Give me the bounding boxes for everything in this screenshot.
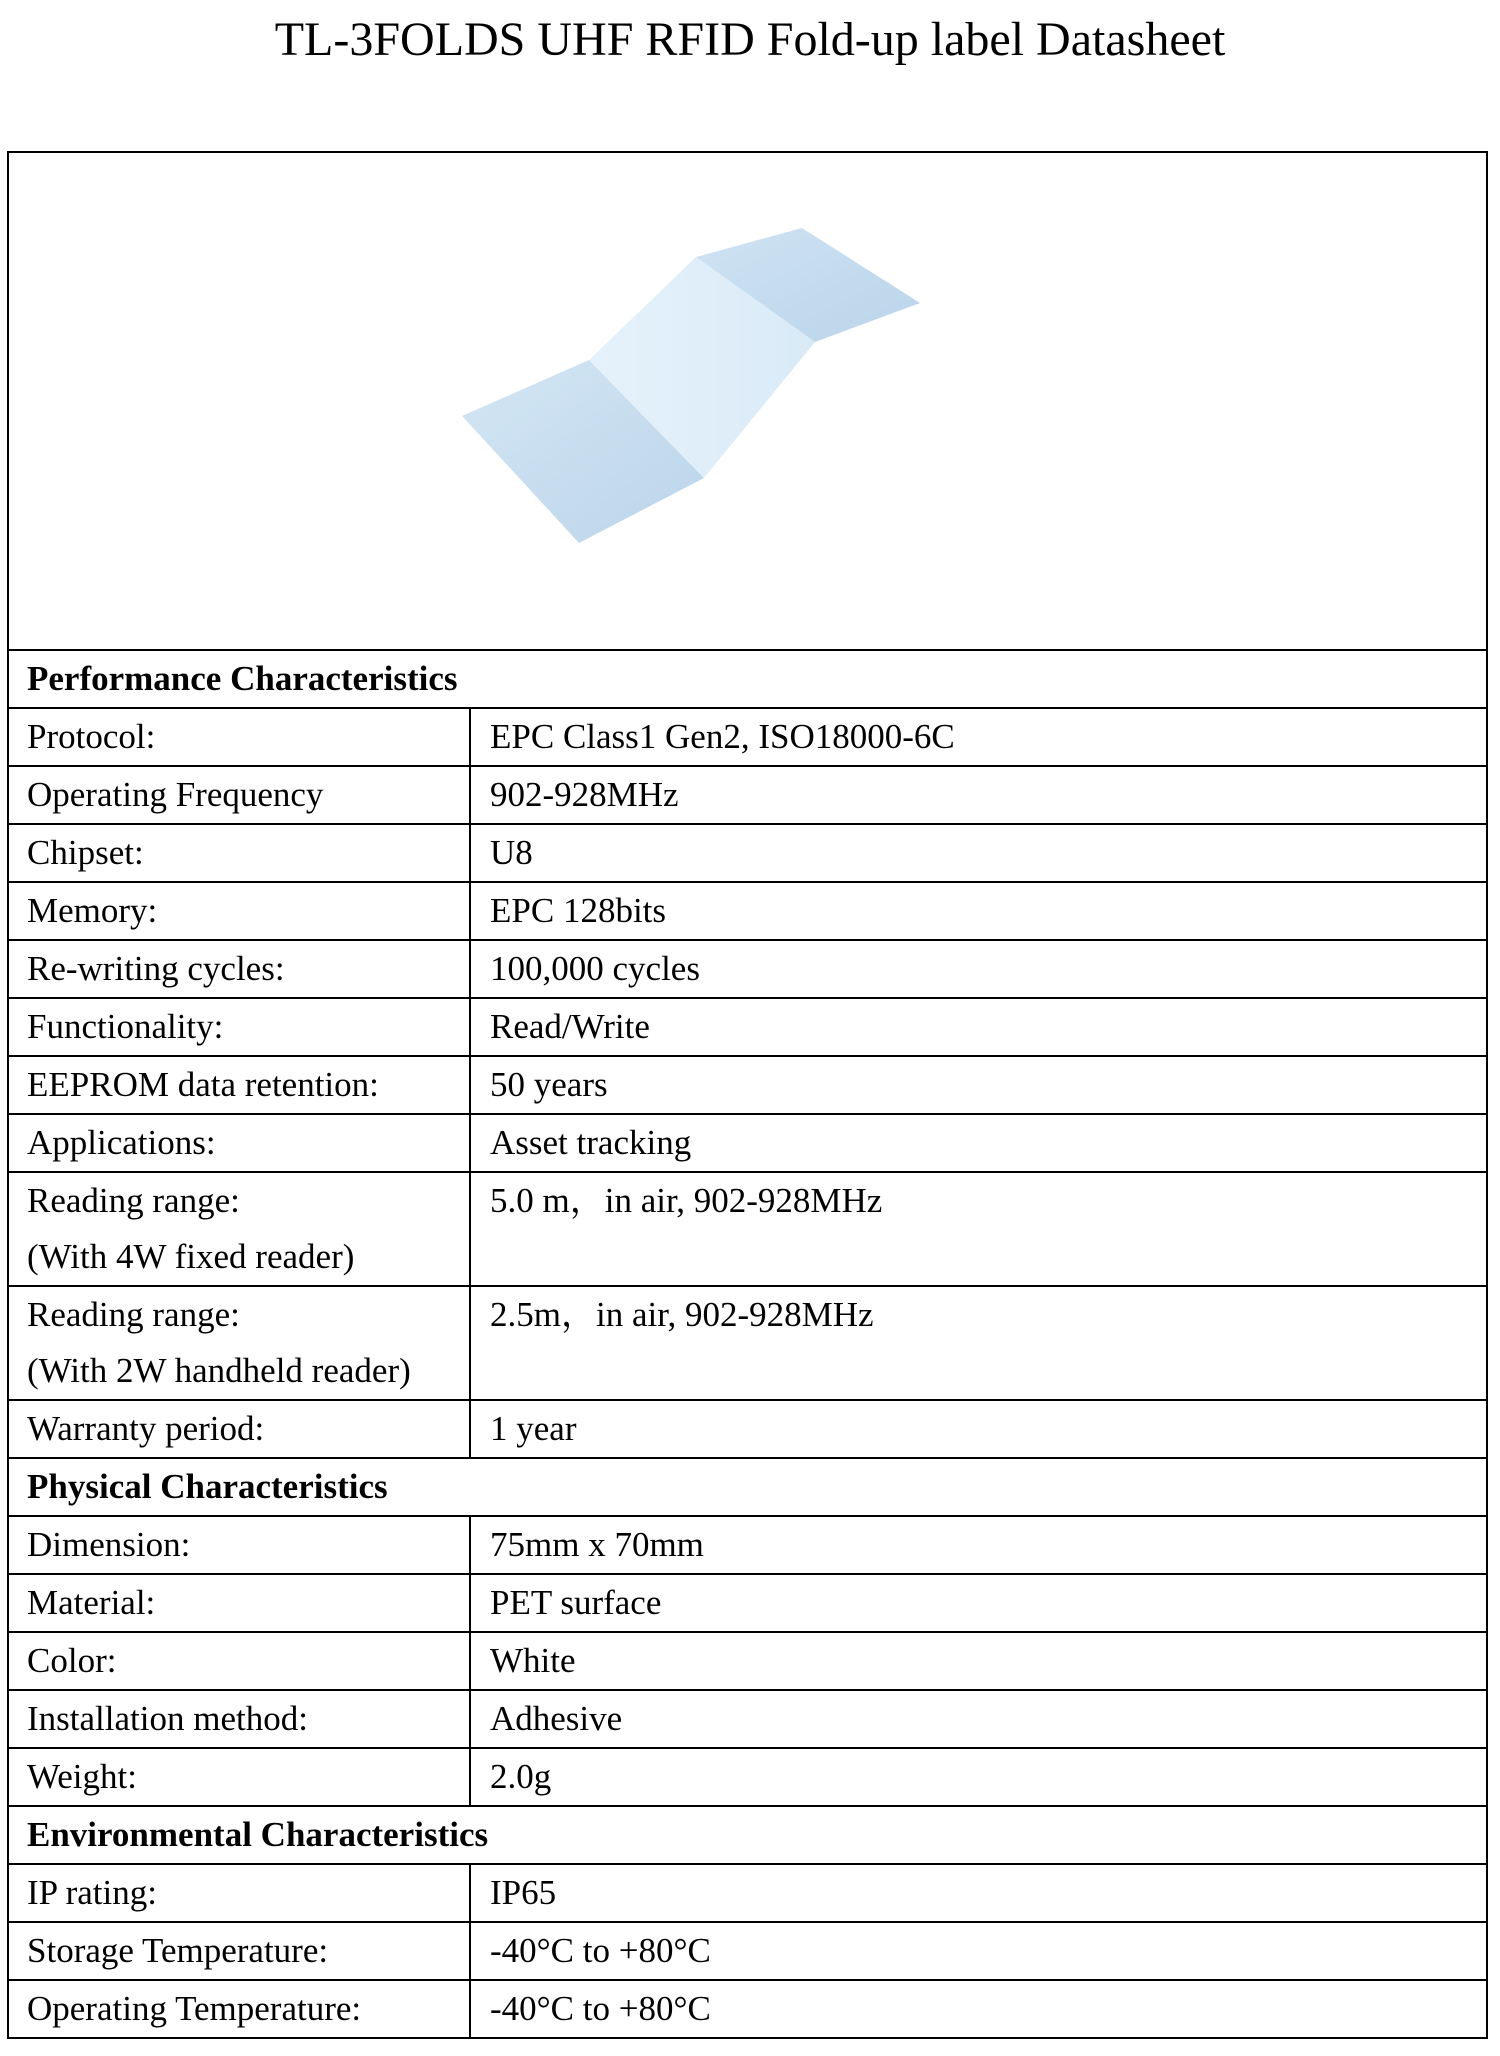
spec-row-warranty xyxy=(8,1400,1487,1458)
spec-value: U8 xyxy=(470,824,1487,882)
spec-value: Adhesive xyxy=(470,1690,1487,1748)
spec-row-material xyxy=(8,1574,1487,1632)
section-header-environmental: Environmental Characteristics xyxy=(8,1806,1487,1864)
spec-row-memory xyxy=(8,882,1487,940)
spec-label xyxy=(8,1172,470,1286)
spec-value: 75mm x 70mm xyxy=(470,1516,1487,1574)
spec-label: IP rating: xyxy=(8,1864,470,1922)
spec-value: 100,000 cycles xyxy=(470,940,1487,998)
spec-label: Material: xyxy=(8,1574,470,1632)
spec-label: Color: xyxy=(8,1632,470,1690)
spec-row-operating-frequency xyxy=(8,766,1487,824)
spec-value: White xyxy=(470,1632,1487,1690)
spec-value: -40°C to +80°C xyxy=(470,1980,1487,2038)
spec-label: Storage Temperature: xyxy=(8,1922,470,1980)
spec-row-applications xyxy=(8,1114,1487,1172)
spec-label: Memory: xyxy=(8,882,470,940)
spec-label: Weight: xyxy=(8,1748,470,1806)
spec-value: IP65 xyxy=(470,1864,1487,1922)
spec-label: Re-writing cycles: xyxy=(8,940,470,998)
spec-row-operating-temperature xyxy=(8,1980,1487,2038)
spec-row-rewriting-cycles xyxy=(8,940,1487,998)
spec-row-storage-temperature xyxy=(8,1922,1487,1980)
spec-label: Operating Frequency xyxy=(8,766,470,824)
spec-label-line2: (With 4W fixed reader) xyxy=(27,1237,355,1276)
spec-row-functionality xyxy=(8,998,1487,1056)
folded-rfid-label-icon xyxy=(417,173,1097,593)
datasheet-table xyxy=(7,151,1488,2039)
spec-row-protocol xyxy=(8,708,1487,766)
spec-label-line1: Reading range: xyxy=(27,1181,240,1220)
spec-row-ip-rating xyxy=(8,1864,1487,1922)
spec-row-chipset xyxy=(8,824,1487,882)
page-title: TL-3FOLDS UHF RFID Fold-up label Datasheet xyxy=(274,13,1226,66)
spec-value: EPC 128bits xyxy=(470,882,1487,940)
spec-label: EEPROM data retention: xyxy=(8,1056,470,1114)
spec-value: EPC Class1 Gen2, ISO18000-6C xyxy=(470,708,1487,766)
spec-value: 5.0 m，in air, 902-928MHz xyxy=(470,1172,1487,1286)
spec-row-weight xyxy=(8,1748,1487,1806)
spec-label: Warranty period: xyxy=(8,1400,470,1458)
product-image-row xyxy=(8,152,1487,650)
spec-value: 1 year xyxy=(470,1400,1487,1458)
spec-label: Functionality: xyxy=(8,998,470,1056)
spec-row-eeprom-retention xyxy=(8,1056,1487,1114)
product-photo xyxy=(9,153,1486,649)
spec-row-dimension xyxy=(8,1516,1487,1574)
spec-value: -40°C to +80°C xyxy=(470,1922,1487,1980)
spec-value: PET surface xyxy=(470,1574,1487,1632)
spec-label xyxy=(8,1286,470,1400)
spec-value: Read/Write xyxy=(470,998,1487,1056)
spec-label: Applications: xyxy=(8,1114,470,1172)
spec-row-installation-method xyxy=(8,1690,1487,1748)
spec-value: 902-928MHz xyxy=(470,766,1487,824)
spec-label: Dimension: xyxy=(8,1516,470,1574)
spec-row-reading-range-fixed xyxy=(8,1172,1487,1286)
spec-row-reading-range-handheld xyxy=(8,1286,1487,1400)
spec-label-line1: Reading range: xyxy=(27,1295,240,1334)
spec-value: 2.0g xyxy=(470,1748,1487,1806)
section-header-performance: Performance Characteristics xyxy=(8,650,1487,708)
spec-label: Protocol: xyxy=(8,708,470,766)
spec-label: Operating Temperature: xyxy=(8,1980,470,2038)
spec-label: Installation method: xyxy=(8,1690,470,1748)
spec-label: Chipset: xyxy=(8,824,470,882)
spec-label-line2: (With 2W handheld reader) xyxy=(27,1351,411,1390)
spec-value: 50 years xyxy=(470,1056,1487,1114)
spec-value: 2.5m，in air, 902-928MHz xyxy=(470,1286,1487,1400)
section-header-physical: Physical Characteristics xyxy=(8,1458,1487,1516)
spec-row-color xyxy=(8,1632,1487,1690)
spec-value: Asset tracking xyxy=(470,1114,1487,1172)
